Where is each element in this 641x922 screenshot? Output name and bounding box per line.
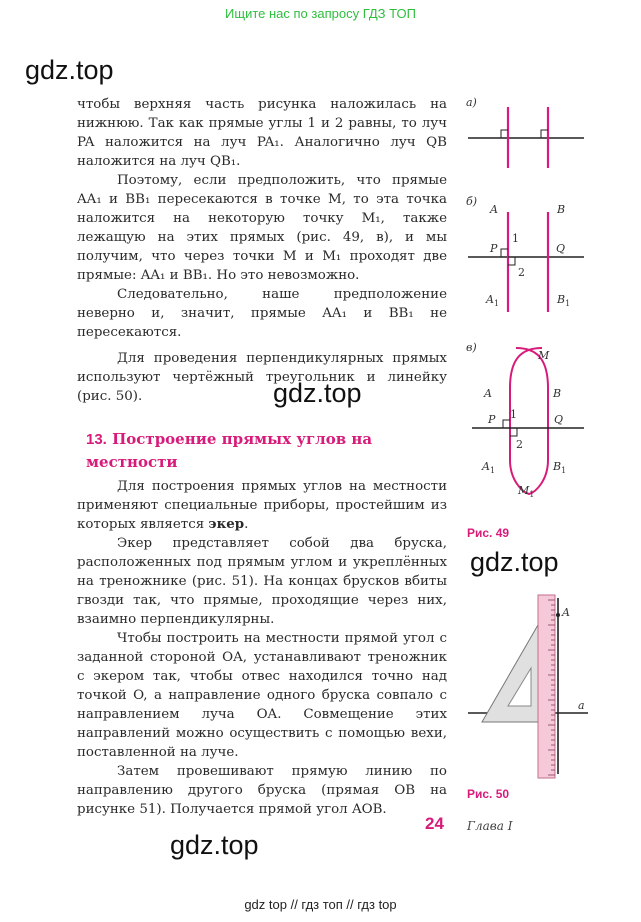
paragraph: Для проведения перпендикулярных прямых используют чертёжный треугольник и линейку (рис. 50). [77, 351, 447, 404]
fig49b-angle-1: 1 [512, 232, 519, 245]
fig49v-label-M1: $M_1$ [518, 484, 535, 499]
fig50-label-A: A [562, 606, 570, 619]
fig50-label-a: a [578, 699, 585, 712]
footer-links: gdz top // гдз топ // гдз top [244, 897, 397, 912]
ruler [538, 595, 555, 778]
section-number: 13. [86, 431, 107, 448]
text-block-bottom [77, 477, 447, 819]
fig49v-label-A: A [484, 387, 492, 400]
section-title: Построение прямых углов на местности [86, 430, 373, 471]
paragraph-text: Для построения прямых углов на местности применяют специальные приборы, простейшим из которых является [77, 479, 447, 532]
figure-49 [460, 90, 600, 540]
fig49b-label-Q: Q [556, 242, 566, 255]
watermark: gdz.top [170, 830, 259, 860]
watermark: gdz.top [25, 55, 114, 85]
term-eker: экер [208, 516, 245, 532]
fig49-label-b: б) [466, 195, 478, 208]
chapter-label: Глава I [467, 819, 513, 833]
page-number: 24 [425, 814, 444, 833]
paragraph: Следовательно, наше предположение неверно и, значит, прямые AA₁ и BB₁ не пересекаются. [77, 287, 447, 340]
fig49b-angle-2: 2 [518, 266, 525, 279]
point-A [556, 613, 560, 617]
fig49b-label-A1: $A_1$ [486, 293, 500, 308]
right-angle-mark [510, 428, 517, 436]
fig49b-label-A: A [490, 203, 498, 216]
fig50-caption: Рис. 50 [467, 787, 510, 801]
fig49-label-a: а) [466, 96, 477, 109]
watermark: gdz.top [273, 378, 362, 408]
paragraph: Затем провешивают прямую линию по направлению другого бруска (прямая OB на рисунке 51). Получается прямой угол AOB. [77, 764, 447, 817]
fig49b-label-B1: $B_1$ [557, 293, 571, 308]
right-angle-mark [503, 420, 510, 428]
fig49b-label-P: P [490, 242, 498, 255]
paragraph: Поэтому, если предположить, что прямые AA₁ и BB₁ пересекаются в точке M, то эта точка наложится на некоторую точку M₁, также лежащую на этих прямых (рис. 49, в), и мы получим, что через точки M и M₁ проходят две прямые: AA₁ и BB₁. Но это невозможно. [77, 173, 447, 283]
paragraph: Чтобы построить на местности прямой угол с заданной стороной OA, устанавливают треножник с экером так, чтобы отвес находился точно над точкой O, а направление одного бруска совпало с направлением луча OA. Совмещение этих направлений можно осуществить с помощью вехи, поставленной на луче. [77, 631, 447, 760]
text-block-top [77, 95, 447, 406]
fig49v-label-P: P [488, 413, 496, 426]
paragraph: чтобы верхняя часть рисунка наложилась на нижнюю. Так как прямые углы 1 и 2 равны, то луч PA наложится на луч PA₁. Аналогично луч QB наложится на луч QB₁. [77, 97, 447, 169]
fig49v-angle-2: 2 [516, 438, 523, 451]
paragraph-text: . [244, 517, 249, 532]
watermark: gdz.top [470, 547, 559, 577]
fig49v-label-B: B [553, 387, 562, 400]
fig49v-angle-1: 1 [510, 408, 517, 421]
paragraph: Экер представляет собой два бруска, расположенных под прямым углом и укреплённых на треножнике (рис. 51). На концах брусков вбиты гвозди так, что прямые, проходящие через них, взаимно перпендикулярны. [77, 536, 447, 627]
fig49v-label-A1: $A_1$ [482, 460, 496, 475]
paragraph [77, 477, 447, 534]
fig49v-label-M: M [538, 349, 550, 362]
section-heading [86, 428, 416, 473]
fig49v-label-Q: Q [554, 413, 564, 426]
fig49v-label-B1: $B_1$ [553, 460, 567, 475]
fig49-label-v: в) [466, 341, 477, 354]
figure-50 [462, 592, 602, 782]
fig49-caption: Рис. 49 [467, 526, 510, 540]
fig49b-label-B: B [557, 203, 566, 216]
top-banner: Ищите нас по запросу ГДЗ ТОП [225, 6, 416, 21]
